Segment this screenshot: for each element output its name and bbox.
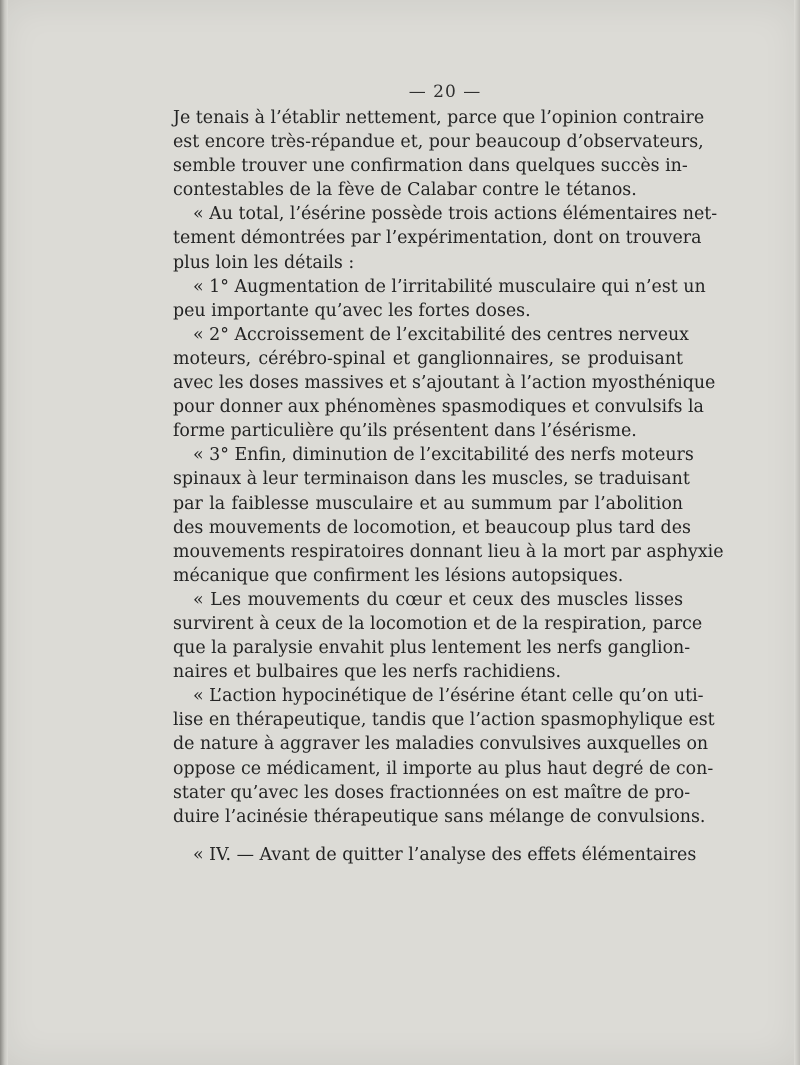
paragraph-gap bbox=[173, 829, 683, 843]
page-number: — 20 — bbox=[408, 82, 482, 102]
body-text bbox=[173, 106, 724, 867]
text-line: de nature à aggraver les maladies convulsives auxquelles on bbox=[173, 734, 709, 755]
text-line: pour donner aux phénomènes spasmodiques et convulsifs la bbox=[173, 397, 704, 418]
text-line: peu importante qu’avec les fortes doses. bbox=[173, 300, 531, 321]
text-line: semble trouver une confirmation dans quelques succès in- bbox=[173, 156, 688, 177]
text-line: « 3° Enfin, diminution de l’excitabilité des nerfs moteurs bbox=[193, 445, 694, 466]
text-line: mouvements respiratoires donnant lieu à la mort par asphyxie bbox=[173, 541, 724, 562]
text-line: tement démontrées par l’expérimentation, dont on trouvera bbox=[173, 228, 702, 249]
text-line: « 2° Accroissement de l’excitabilité des centres nerveux bbox=[193, 324, 689, 345]
text-line: oppose ce médicament, il importe au plus haut degré de con- bbox=[173, 758, 714, 779]
text-line: des mouvements de locomotion, et beaucoup plus tard des bbox=[173, 517, 691, 538]
text-line: est encore très-répandue et, pour beaucoup d’observateurs, bbox=[173, 132, 704, 153]
text-line: Je tenais à l’établir nettement, parce que l’opinion contraire bbox=[173, 108, 705, 128]
text-line: survirent à ceux de la locomotion et de la respiration, parce bbox=[173, 613, 703, 634]
text-line: stater qu’avec les doses fractionnées on est maître de pro- bbox=[173, 782, 691, 803]
text-line: contestables de la fève de Calabar contre le tétanos. bbox=[173, 180, 637, 201]
text-line: lise en thérapeutique, tandis que l’action spasmophylique est bbox=[173, 710, 715, 731]
text-line: « Au total, l’ésérine possède trois actions élémentaires net- bbox=[193, 204, 718, 225]
text-line: mécanique que confirment les lésions autopsiques. bbox=[173, 565, 624, 586]
text-line: duire l’acinésie thérapeutique sans mélange de convulsions. bbox=[173, 806, 706, 827]
page-right-edge bbox=[794, 0, 800, 1065]
text-line: forme particulière qu’ils présentent dans l’ésérisme. bbox=[173, 421, 637, 442]
text-line: « IV. — Avant de quitter l’analyse des effets élémentaires bbox=[193, 844, 697, 865]
text-line: par la faiblesse musculaire et au summum par l’abolition bbox=[173, 493, 683, 514]
text-line: moteurs, cérébro-spinal et ganglionnaires, se produisant bbox=[173, 348, 683, 369]
text-line: naires et bulbaires que les nerfs rachidiens. bbox=[173, 662, 561, 683]
text-line: avec les doses massives et s’ajoutant à l’action myosthénique bbox=[173, 373, 716, 394]
text-line: que la paralysie envahit plus lentement les nerfs ganglion- bbox=[173, 638, 691, 659]
page-binding-edge bbox=[0, 0, 8, 1065]
text-line: « L’action hypocinétique de l’ésérine étant celle qu’on uti- bbox=[193, 686, 704, 707]
text-line: « 1° Augmentation de l’irritabilité musculaire qui n’est un bbox=[193, 276, 706, 297]
text-line: spinaux à leur terminaison dans les muscles, se traduisant bbox=[173, 469, 690, 490]
text-line: « Les mouvements du cœur et ceux des muscles lisses bbox=[193, 589, 683, 610]
text-line: plus loin les détails : bbox=[173, 252, 355, 273]
